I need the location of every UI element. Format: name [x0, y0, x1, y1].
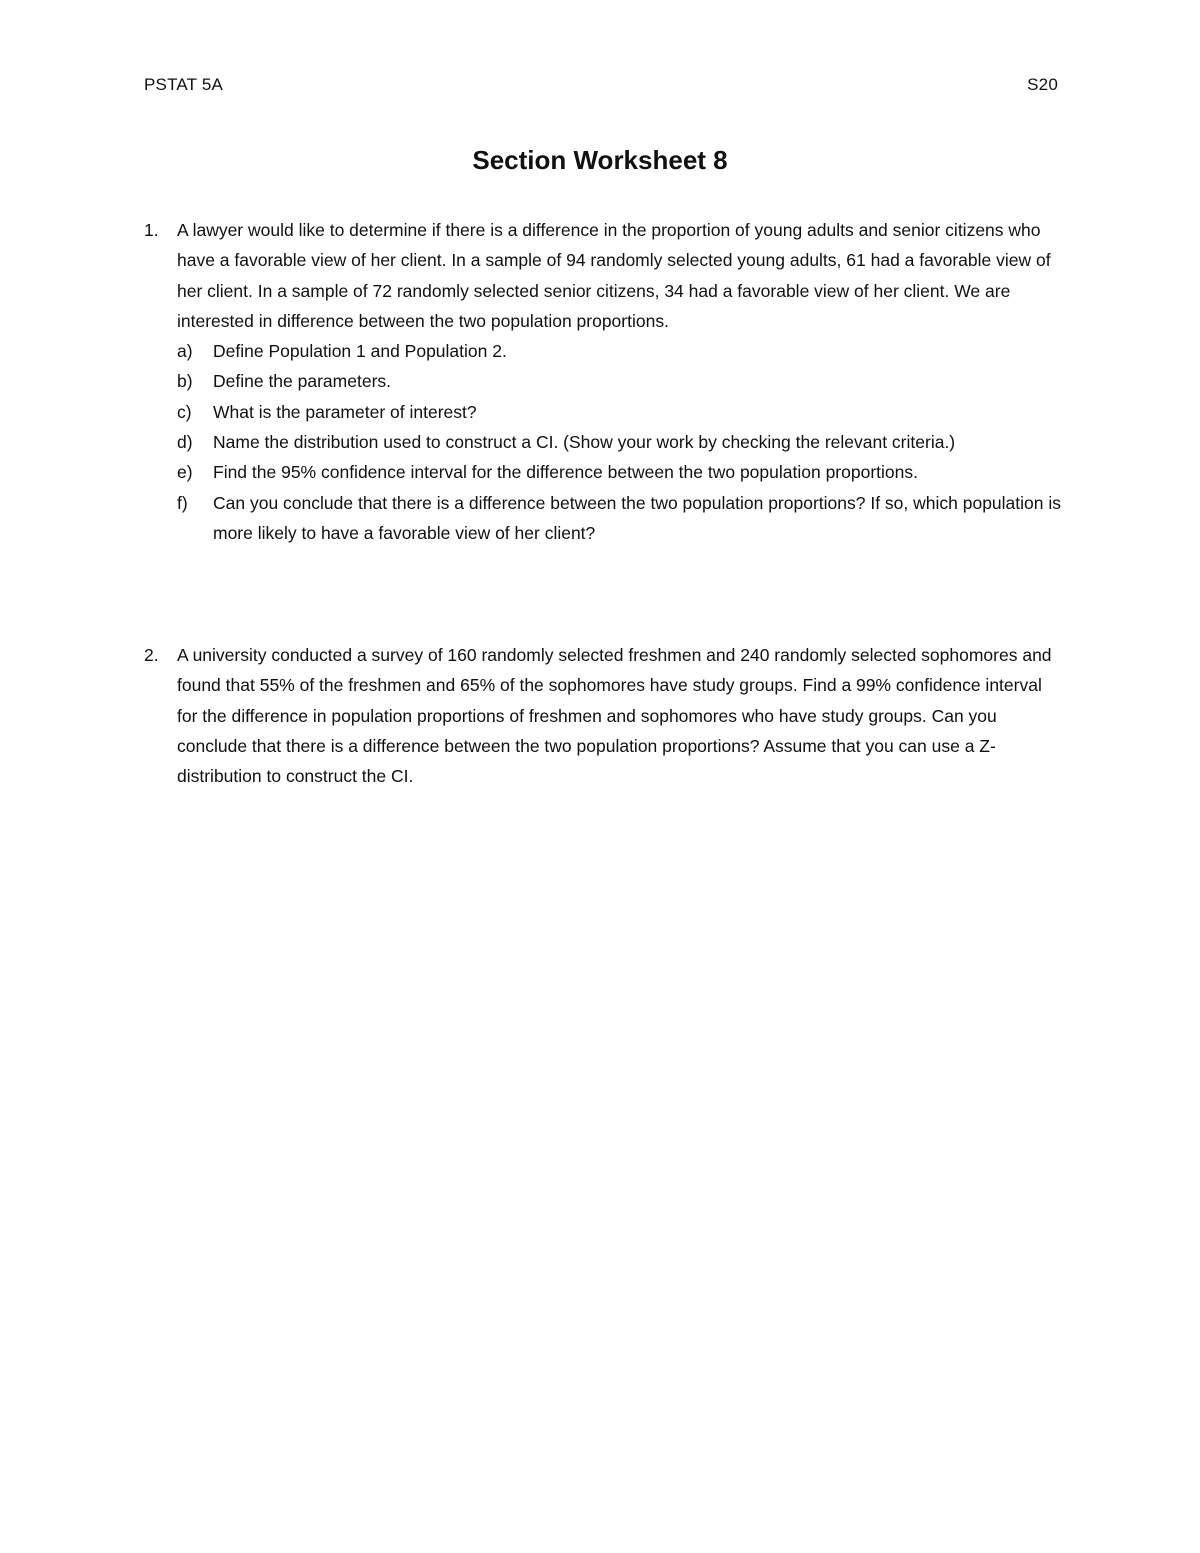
question-text: A university conducted a survey of 160 randomly selected freshmen and 240 randomly selected sophomores and found that 55% of the freshmen and 65% of the sophomores have study groups. Find a 99% confidence interval for the difference in population proportions of freshmen and sophomores who have study groups. Can you conclude that there is a difference between the two population proportions? Assume that you can use a Z-distribution to construct the CI. — [177, 645, 1052, 787]
question-1 — [144, 215, 1064, 548]
part-letter: c) — [177, 401, 192, 422]
part-letter: f) — [177, 492, 188, 513]
course-name: PSTAT 5A — [144, 75, 224, 94]
question-part-c — [177, 397, 1064, 427]
term-label: S20 — [1027, 75, 1058, 94]
question-part-e — [177, 457, 1064, 487]
question-parts — [177, 336, 1064, 548]
question-2 — [144, 640, 1064, 791]
part-letter: a) — [177, 341, 193, 362]
part-letter: e) — [177, 462, 193, 483]
question-part-a — [177, 336, 1064, 366]
part-text: Define the parameters. — [213, 371, 392, 392]
question-number: 1. — [144, 220, 159, 240]
page-title: Section Worksheet 8 — [472, 145, 728, 175]
part-text: Can you conclude that there is a difference between the two population proportions? If so, which population is more likely to have a favorable view of her client? — [213, 492, 1061, 543]
question-part-f — [177, 488, 1064, 549]
question-text: A lawyer would like to determine if there is a difference in the proportion of young adults and senior citizens who have a favorable view of her client. In a sample of 94 randomly selected young adults, 61 had a favorable view of her client. In a sample of 72 randomly selected senior citizens, 34 had a favorable view of her client. We are interested in difference between the two population proportions. — [177, 220, 1051, 331]
part-text: Find the 95% confidence interval for the difference between the two population proportions. — [213, 462, 918, 483]
part-text: Name the distribution used to construct a CI. (Show your work by checking the relevant criteria.) — [213, 432, 956, 453]
part-text: What is the parameter of interest? — [213, 401, 477, 422]
part-letter: b) — [177, 371, 193, 392]
part-letter: d) — [177, 432, 193, 453]
part-text: Define Population 1 and Population 2. — [213, 341, 507, 362]
question-number: 2. — [144, 645, 159, 665]
question-part-d — [177, 427, 1064, 457]
question-part-b — [177, 366, 1064, 396]
